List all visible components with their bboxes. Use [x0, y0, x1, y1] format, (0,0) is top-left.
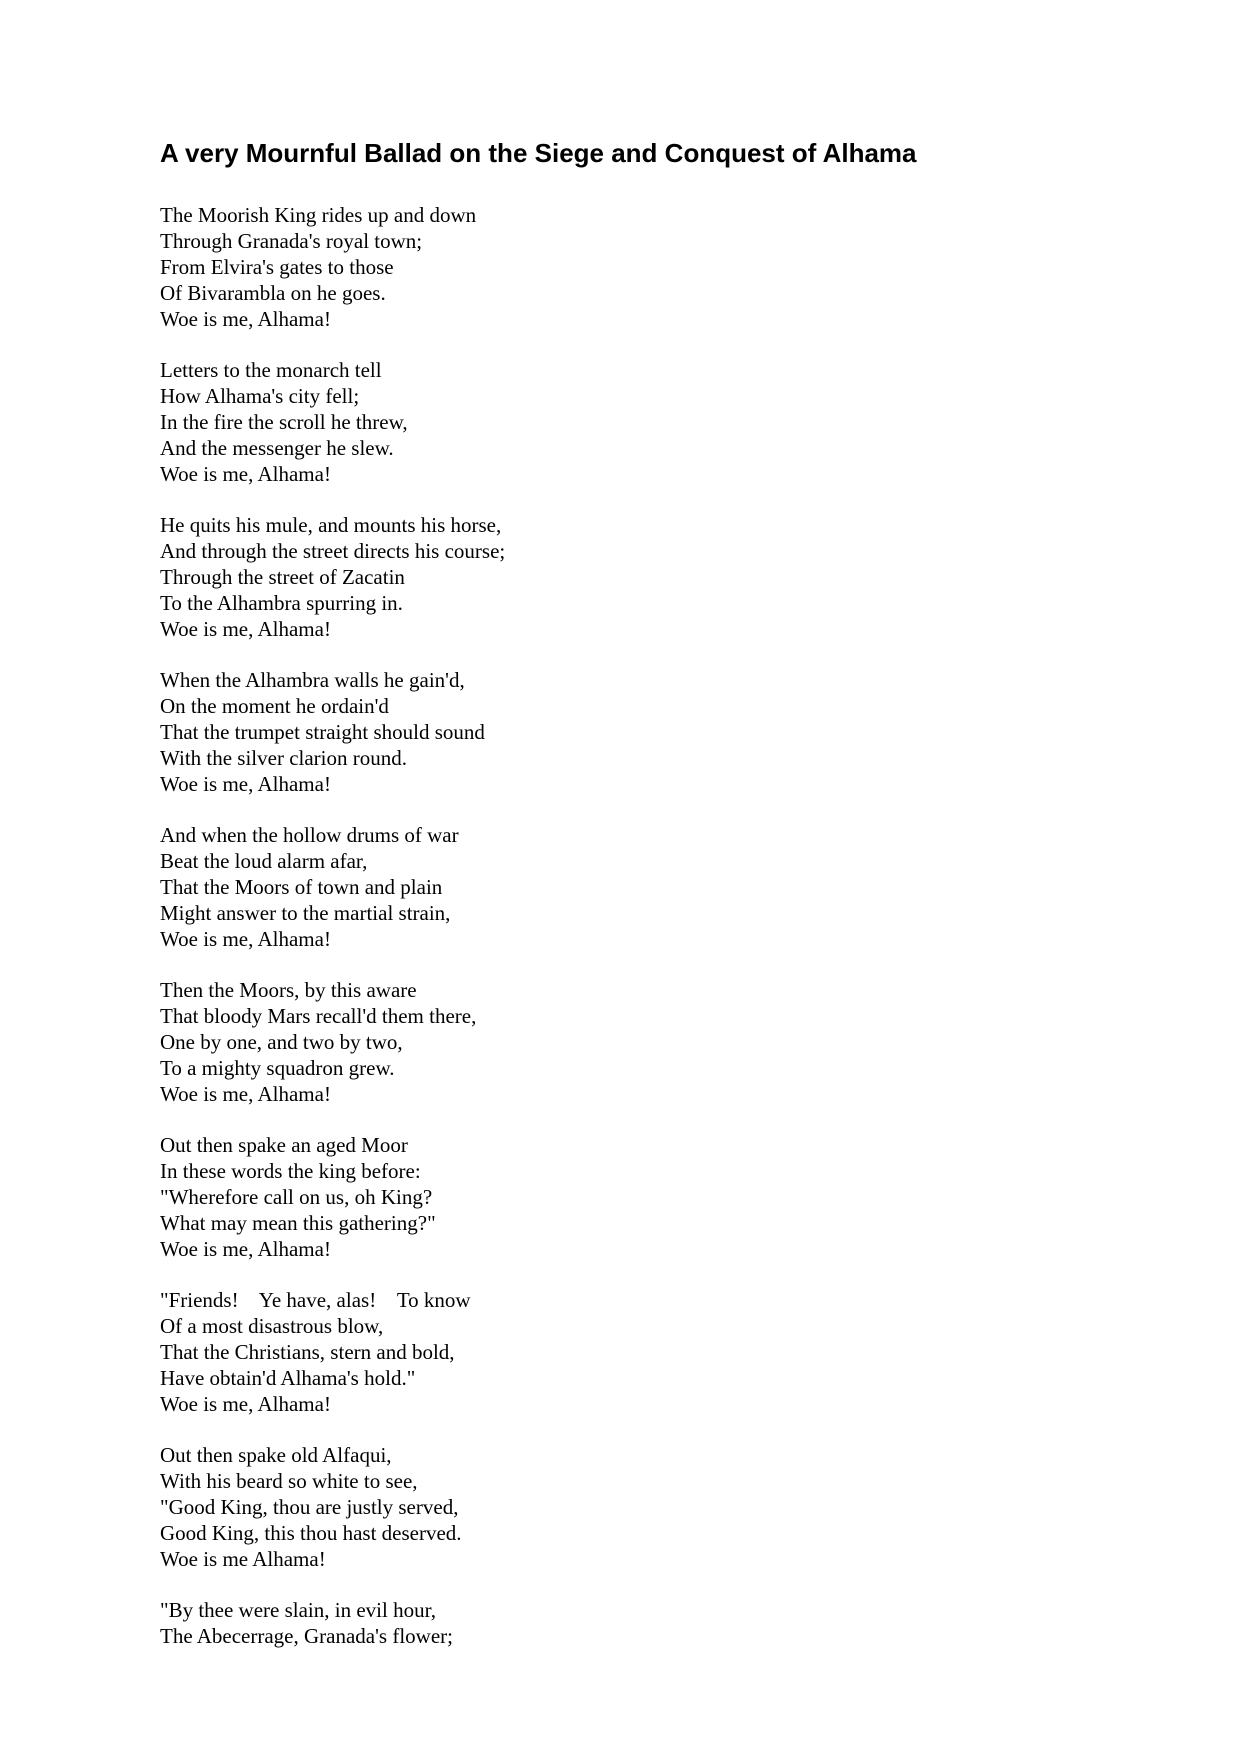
verse-line: What may mean this gathering?"	[160, 1211, 436, 1235]
verse-line: Woe is me, Alhama!	[160, 307, 331, 331]
verse-line: Woe is me, Alhama!	[160, 462, 331, 486]
verse-line: That the Moors of town and plain	[160, 875, 443, 899]
stanza-7	[160, 1132, 1160, 1262]
verse-line: Out then spake an aged Moor	[160, 1133, 408, 1157]
verse-line: That bloody Mars recall'd them there,	[160, 1004, 477, 1028]
verse-line: And the messenger he slew.	[160, 436, 394, 460]
stanza-2	[160, 357, 1160, 487]
poem-body	[160, 202, 1160, 1649]
verse-line: With the silver clarion round.	[160, 746, 408, 770]
verse-line: On the moment he ordain'd	[160, 694, 389, 718]
verse-line: In the fire the scroll he threw,	[160, 410, 408, 434]
verse-line: In these words the king before:	[160, 1159, 421, 1183]
verse-line: "Wherefore call on us, oh King?	[160, 1185, 433, 1209]
verse-line: Then the Moors, by this aware	[160, 978, 417, 1002]
verse-line: Woe is me, Alhama!	[160, 1392, 331, 1416]
stanza-8	[160, 1287, 1160, 1417]
stanza-5	[160, 822, 1160, 952]
verse-line: To a mighty squadron grew.	[160, 1056, 395, 1080]
verse-line: "Good King, thou are justly served,	[160, 1495, 459, 1519]
verse-line: From Elvira's gates to those	[160, 255, 394, 279]
ballad-title: A very Mournful Ballad on the Siege and Conquest of Alhama	[160, 138, 917, 168]
verse-line: "By thee were slain, in evil hour,	[160, 1598, 436, 1622]
verse-line: One by one, and two by two,	[160, 1030, 403, 1054]
stanza-6	[160, 977, 1160, 1107]
stanza-1	[160, 202, 1160, 332]
verse-line: Letters to the monarch tell	[160, 358, 382, 382]
verse-line: That the trumpet straight should sound	[160, 720, 485, 744]
verse-line: Woe is me, Alhama!	[160, 772, 331, 796]
verse-line: When the Alhambra walls he gain'd,	[160, 668, 465, 692]
verse-line: Good King, this thou hast deserved.	[160, 1521, 462, 1545]
verse-line: Out then spake old Alfaqui,	[160, 1443, 392, 1467]
verse-line: The Abecerrage, Granada's flower;	[160, 1624, 453, 1648]
verse-line: That the Christians, stern and bold,	[160, 1340, 455, 1364]
stanza-3	[160, 512, 1160, 642]
verse-line: The Moorish King rides up and down	[160, 203, 477, 227]
verse-line: Woe is me, Alhama!	[160, 927, 331, 951]
verse-line: And when the hollow drums of war	[160, 823, 459, 847]
stanza-9	[160, 1442, 1160, 1572]
verse-line: "Friends! Ye have, alas! To know	[160, 1288, 471, 1312]
verse-line: Woe is me, Alhama!	[160, 1237, 331, 1261]
verse-line: How Alhama's city fell;	[160, 384, 360, 408]
verse-line: Woe is me Alhama!	[160, 1547, 326, 1571]
verse-line: And through the street directs his course;	[160, 539, 506, 563]
verse-line: Through Granada's royal town;	[160, 229, 423, 253]
verse-line: Beat the loud alarm afar,	[160, 849, 368, 873]
stanza-4	[160, 667, 1160, 797]
stanza-10	[160, 1597, 1160, 1649]
verse-line: Of Bivarambla on he goes.	[160, 281, 386, 305]
verse-line: To the Alhambra spurring in.	[160, 591, 403, 615]
verse-line: Of a most disastrous blow,	[160, 1314, 384, 1338]
verse-line: Have obtain'd Alhama's hold."	[160, 1366, 416, 1390]
document-page	[160, 132, 1160, 1674]
verse-line: Through the street of Zacatin	[160, 565, 405, 589]
verse-line: Woe is me, Alhama!	[160, 617, 331, 641]
verse-line: He quits his mule, and mounts his horse,	[160, 513, 502, 537]
verse-line: Woe is me, Alhama!	[160, 1082, 331, 1106]
verse-line: With his beard so white to see,	[160, 1469, 418, 1493]
verse-line: Might answer to the martial strain,	[160, 901, 451, 925]
